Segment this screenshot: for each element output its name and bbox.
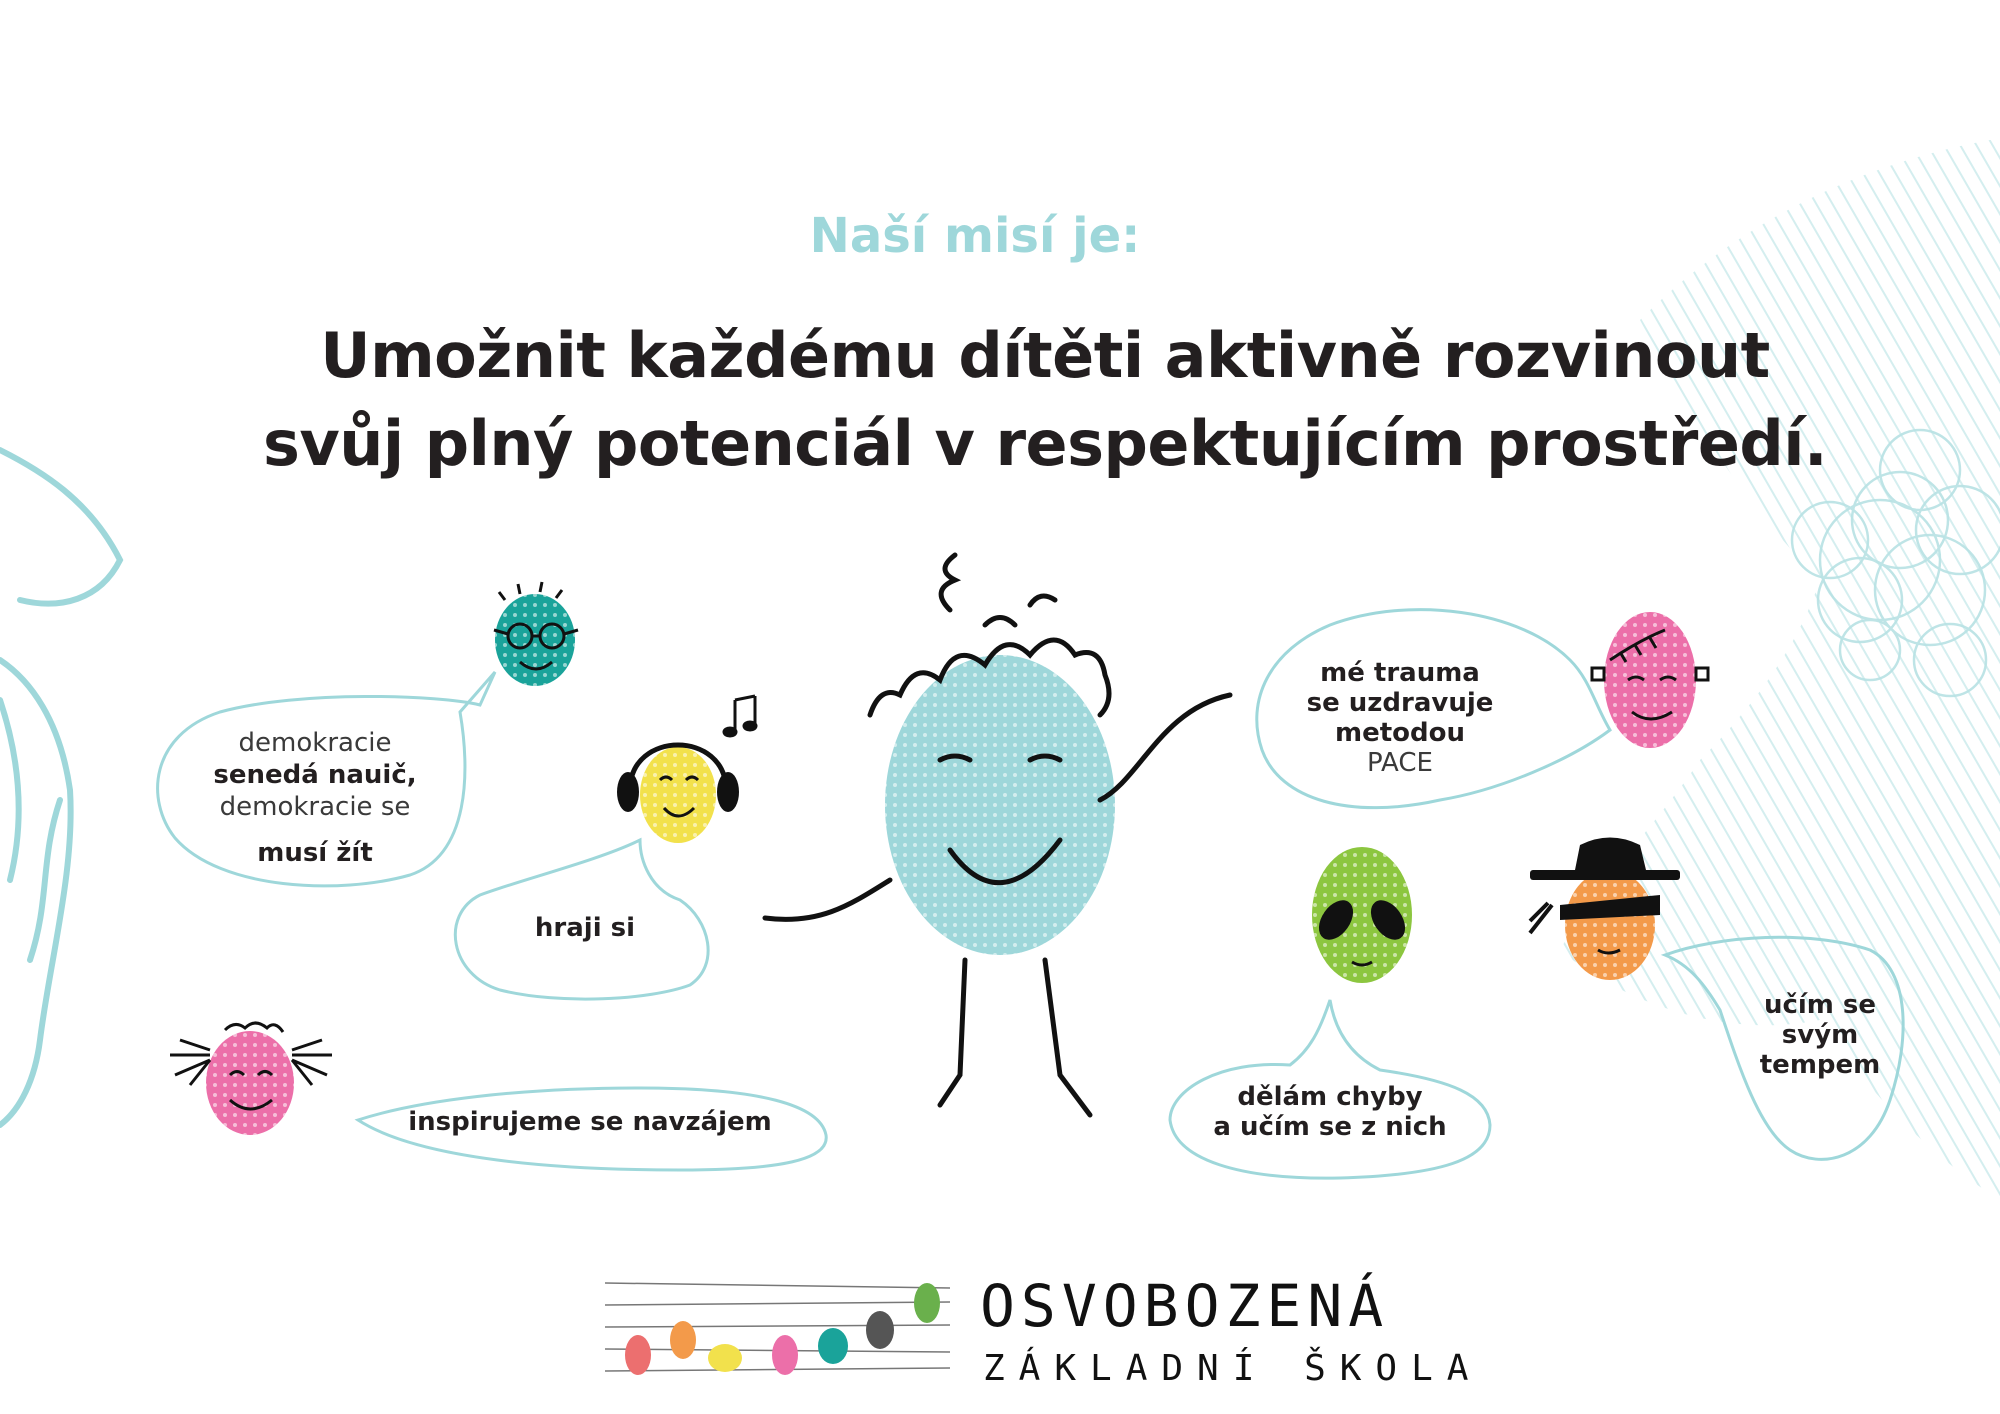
mistakes-line-2: a učím se z nich xyxy=(1213,1112,1447,1142)
democracy-line-3: demokracie se xyxy=(219,792,411,822)
mistakes-line-1: dělám chyby xyxy=(1237,1082,1423,1112)
inspire-text: inspirujeme se navzájem xyxy=(408,1107,772,1137)
mission-headline xyxy=(0,312,2000,488)
democracy-line-2: senedá nauič, xyxy=(213,760,417,790)
pink-girl-face xyxy=(170,1023,332,1135)
trauma-line-3: metodou xyxy=(1335,718,1465,748)
music-note-icon xyxy=(724,696,756,736)
trauma-line-1: mé trauma xyxy=(1320,658,1480,688)
pace-line-1: učím se xyxy=(1763,990,1877,1020)
headline-line-1: Umožnit každému dítěti aktivně rozvinout xyxy=(320,319,1770,392)
pace-text xyxy=(1730,990,1910,1080)
mistakes-text xyxy=(1190,1082,1470,1142)
democracy-text xyxy=(190,727,440,869)
democracy-line-1: demokracie xyxy=(238,728,392,758)
logo-mark xyxy=(605,1283,950,1375)
trauma-line-4: PACE xyxy=(1367,748,1433,778)
yellow-face-with-headphones xyxy=(617,696,756,843)
logo-subtitle: ZÁKLADNÍ ŠKOLA xyxy=(983,1348,1483,1389)
teal-face-with-glasses xyxy=(494,582,578,686)
mission-kicker: Naší misí je: xyxy=(809,208,1141,264)
logo-title: OSVOBOZENÁ xyxy=(980,1272,1390,1340)
trauma-text xyxy=(1290,658,1510,778)
pace-line-2: svým xyxy=(1781,1020,1859,1050)
green-alien-face xyxy=(1312,847,1412,983)
democracy-line-4: musí žít xyxy=(257,838,373,868)
play-text: hraji si xyxy=(534,913,636,943)
trauma-line-2: se uzdravuje xyxy=(1306,688,1494,718)
pace-line-3: tempem xyxy=(1759,1050,1881,1080)
center-teal-figure xyxy=(765,555,1230,1115)
headline-line-2: svůj plný potenciál v respektujícím prostředí. xyxy=(262,407,1828,480)
left-edge-figure xyxy=(0,450,120,1125)
